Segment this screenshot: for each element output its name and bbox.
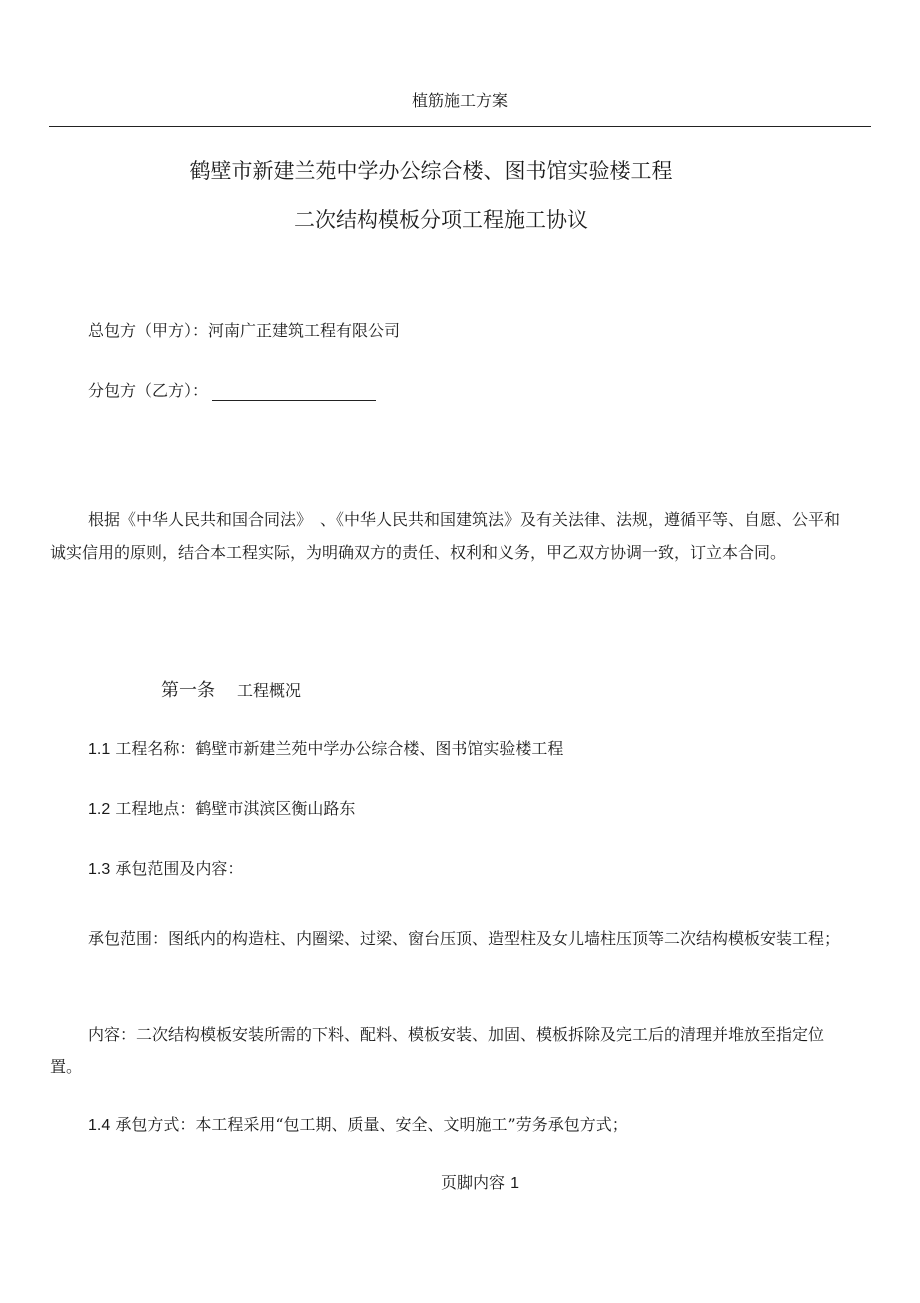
intro-paragraph	[50, 503, 850, 569]
page-header-title: 植筋施工方案	[411, 91, 508, 110]
item-1-4-number: 1.4	[88, 1117, 111, 1134]
item-1-2-number: 1.2	[88, 801, 111, 818]
item-1-2-text: 工程地点：鹤壁市淇滨区衡山路东	[115, 799, 356, 818]
content-text: 内容：二次结构模板安装所需的下料、配料、模板安装、加固、模板拆除及完工后的清理并堆放至指定位置。	[50, 1025, 825, 1076]
article-1-title: 工程概况	[237, 681, 302, 700]
scope-paragraph	[50, 923, 850, 955]
party-a-label: 总包方（甲方）：	[88, 321, 209, 340]
item-1-4	[88, 1112, 628, 1135]
content-paragraph	[50, 1019, 850, 1083]
article-1-heading	[161, 676, 301, 702]
party-b-label: 分包方（乙方）：	[88, 381, 209, 400]
item-1-1-text: 工程名称：鹤壁市新建兰苑中学办公综合楼、图书馆实验楼工程	[115, 739, 564, 758]
footer-page-number: 1	[510, 1175, 519, 1192]
page-footer	[0, 1170, 920, 1193]
party-a-value: 河南广正建筑工程有限公司	[208, 321, 401, 340]
item-1-3	[88, 856, 243, 879]
party-a-line	[88, 318, 400, 341]
document-title-line2: 二次结构模板分项工程施工协议	[294, 208, 588, 232]
footer-label: 页脚内容	[440, 1173, 505, 1192]
intro-text: 根据《中华人民共和国合同法》 、《中华人民共和国建筑法》及有关法律、法规，遵循平等、自愿、公平和诚实信用的原则，结合本工程实际，为明确双方的责任、权利和义务，甲乙双方协调一致，订立本合同。	[50, 510, 841, 562]
page-header	[0, 88, 920, 111]
item-1-3-number: 1.3	[88, 861, 111, 878]
item-1-1-number: 1.1	[88, 741, 111, 758]
item-1-3-text: 承包范围及内容：	[115, 859, 244, 878]
item-1-2	[88, 796, 355, 819]
party-b-blank-field	[212, 380, 376, 401]
document-title-line1: 鹤壁市新建兰苑中学办公综合楼、图书馆实验楼工程	[189, 159, 673, 183]
article-1-number: 第一条	[161, 680, 215, 701]
header-divider	[49, 126, 871, 127]
item-1-4-text: 承包方式：本工程采用“包工期、质量、安全、文明施工”劳务承包方式；	[115, 1115, 628, 1134]
party-b-line	[88, 378, 376, 401]
scope-text: 承包范围：图纸内的构造柱、内圈梁、过梁、窗台压顶、造型柱及女儿墙柱压顶等二次结构模板安装工程；	[88, 929, 841, 948]
item-1-1	[88, 736, 563, 759]
